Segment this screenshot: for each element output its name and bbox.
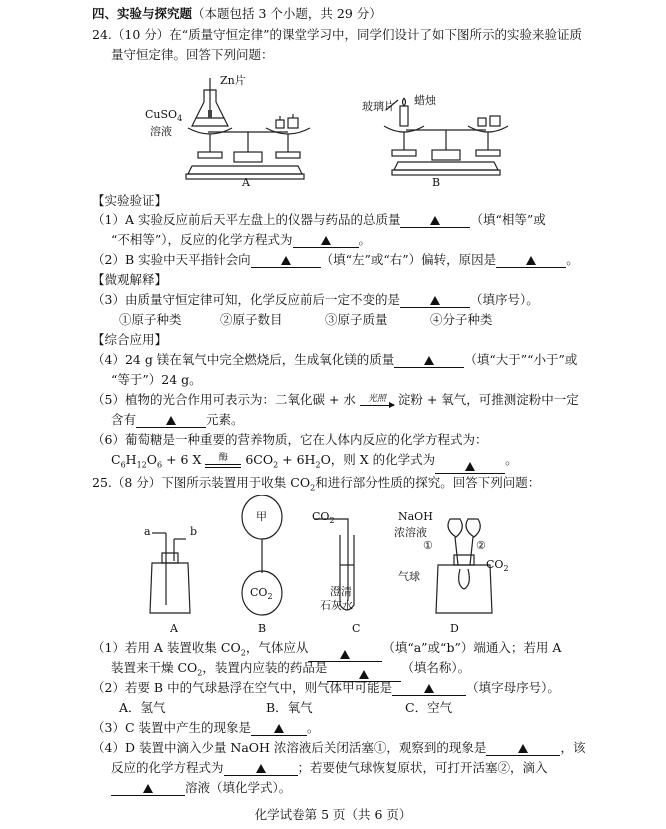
fig-25a-label-a: a <box>144 525 151 538</box>
q25-4-line2: 反应的化学方程式为 ；若要使气球恢复原状，可打开活塞②，滴入 <box>111 760 548 775</box>
figure-25a-bottle <box>140 525 200 617</box>
q25-3-line: （3）C 装置中产生的现象是 。 <box>92 720 320 735</box>
q24-4-line1: （4）24 g 镁在氧气中完全燃烧后，生成氧化镁的质量 （填“大于”“小于”或 <box>92 352 578 367</box>
q25-1-line1: （1）若用 A 装置收集 $CO_2$，气体应从 （填“a”或“b”）端通入；若用 A <box>92 640 561 662</box>
q24-3-opt3: ③原子质量 <box>325 312 388 327</box>
q24-3-opt1: ①原子种类 <box>119 312 182 327</box>
triangle-icon <box>424 356 434 365</box>
q25-intro: 25.（8 分）下图所示装置用于收集 $CO_2$和进行部分性质的探究。回答下列问题： <box>92 475 541 493</box>
triangle-icon <box>465 462 475 471</box>
q24-2-line: （2）B 实验中天平指针会向 （填“左”或“右”）偏转，原因是 。 <box>92 252 579 267</box>
q25-2-optB: B．氧气 <box>266 700 313 715</box>
answer-blank[interactable] <box>486 741 560 756</box>
section-note: （本题包括 3 个小题，共 29 分） <box>192 6 382 21</box>
triangle-icon <box>424 684 434 693</box>
fig-24a-solution-label: 溶液 <box>150 125 172 138</box>
fig-25a-caption: A <box>170 622 178 635</box>
fig-25d-valve1: ① <box>423 539 433 552</box>
fig-25c-co2: $CO_2$ <box>312 510 335 526</box>
q24-6-equation: $C_6H_{12}O_6 + 6$ X 酶 $6CO_2 + 6H_2O$，则 X 的化学式为 。 <box>111 452 518 474</box>
fig-24a-caption: A <box>242 176 250 189</box>
q24-1-line1: （1）A 实验反应前后天平左盘上的仪器与药品的总质量 （填“相等”或 <box>92 212 546 227</box>
answer-blank[interactable] <box>293 233 359 248</box>
q24-3-line: （3）由质量守恒定律可知，化学反应前后一定不变的是 （填序号）。 <box>92 292 539 307</box>
fig-25c-caption: C <box>352 622 361 635</box>
q24-intro-line2: 量守恒定律。回答下列问题： <box>111 47 274 62</box>
q25-2-optA: A．氢气 <box>119 700 166 715</box>
q24-4-line2: “等于”）24 g。 <box>111 372 202 387</box>
answer-blank[interactable] <box>400 213 470 228</box>
q25-4-line1: （4）D 装置中滴入少量 NaOH 浓溶液后关闭活塞①，观察到的现象是 ，该 <box>92 740 586 755</box>
triangle-icon <box>281 256 291 265</box>
q25-4-line3: 溶液（填化学式）。 <box>111 780 291 796</box>
fig-25b-caption: B <box>258 622 267 635</box>
triangle-icon <box>359 670 369 679</box>
triangle-icon <box>143 784 153 793</box>
answer-blank[interactable] <box>496 253 566 268</box>
equals-sign: 酶 <box>205 454 241 468</box>
page-footer: 化学试卷第 5 页（共 6 页） <box>254 807 412 822</box>
q24-1-line2: “不相等”），反应的化学方程式为 。 <box>111 232 372 247</box>
answer-blank[interactable] <box>111 781 185 796</box>
answer-blank[interactable] <box>400 293 470 308</box>
answer-blank[interactable] <box>392 681 466 696</box>
answer-blank[interactable] <box>136 413 206 428</box>
triangle-icon <box>430 216 440 225</box>
fig-25d-naoh-solution: 浓溶液 <box>394 526 427 539</box>
triangle-icon <box>274 724 284 733</box>
answer-blank[interactable] <box>224 761 298 776</box>
fig-24b-glass-label: 玻璃片 <box>362 100 395 113</box>
fig-25c-lime1: 澄清 <box>330 585 352 598</box>
fig-25b-jia: 甲 <box>256 510 267 523</box>
triangle-icon <box>430 296 440 305</box>
section-heading <box>92 6 382 22</box>
fig-25d-valve2: ② <box>476 539 486 552</box>
triangle-icon <box>166 416 176 425</box>
fig-25a-label-b: b <box>190 525 198 538</box>
fig-25d-naoh: NaOH <box>398 510 433 523</box>
answer-blank[interactable] <box>435 459 505 474</box>
answer-blank[interactable] <box>394 353 464 368</box>
fig-25d-co2: $CO_2$ <box>486 558 509 574</box>
fig-25c-lime2: 石灰水 <box>320 599 353 612</box>
q24-3-opt2: ②原子数目 <box>220 312 283 327</box>
q24-intro-line1: 24.（10 分）在“质量守恒定律”的课堂学习中，同学们设计了如下图所示的实验来验证质 <box>92 27 583 42</box>
figure-24b-balance <box>376 84 516 178</box>
fig-24b-caption: B <box>432 176 441 189</box>
fig-24a-cuso4-label: CuSO$_4$ <box>145 108 183 124</box>
reaction-arrow: 光照 <box>360 395 394 406</box>
q24-5-line1: （5）植物的光合作用可表示为：二氧化碳 + 水 光照 淀粉 + 氧气，可推测淀粉中一定 <box>92 392 579 407</box>
triangle-icon <box>518 744 528 753</box>
answer-blank[interactable] <box>251 721 307 736</box>
q24-3-opt4: ④分子种类 <box>430 312 493 327</box>
q25-1-line2: 装置来干燥 $CO_2$，装置内应装的药品是 （填名称）。 <box>111 660 470 682</box>
fig-24a-zn-label: Zn片 <box>220 74 246 87</box>
heading-verification: 【实验验证】 <box>92 193 168 208</box>
fig-25b-co2: $CO_2$ <box>250 586 273 602</box>
heading-application: 【综合应用】 <box>92 332 168 347</box>
q24-5-line2: 含有 元素。 <box>111 412 244 427</box>
fig-25d-caption: D <box>450 622 459 635</box>
triangle-icon <box>526 256 536 265</box>
q24-6-line1: （6）葡萄糖是一种重要的营养物质，它在人体内反应的化学方程式为： <box>92 432 488 447</box>
triangle-icon <box>321 236 331 245</box>
triangle-icon <box>256 764 266 773</box>
triangle-icon <box>340 650 350 659</box>
answer-blank[interactable] <box>251 253 321 268</box>
heading-micro: 【微观解释】 <box>92 272 168 287</box>
fig-24b-candle-label: 蜡烛 <box>414 94 436 107</box>
q25-2-line: （2）若要 B 中的气球悬浮在空气中，则气体甲可能是 （填字母序号）。 <box>92 680 560 695</box>
fig-25d-balloon: 气球 <box>398 570 420 583</box>
section-title: 四、实验与探究题 <box>92 6 193 21</box>
q25-2-optC: C．空气 <box>405 700 453 715</box>
